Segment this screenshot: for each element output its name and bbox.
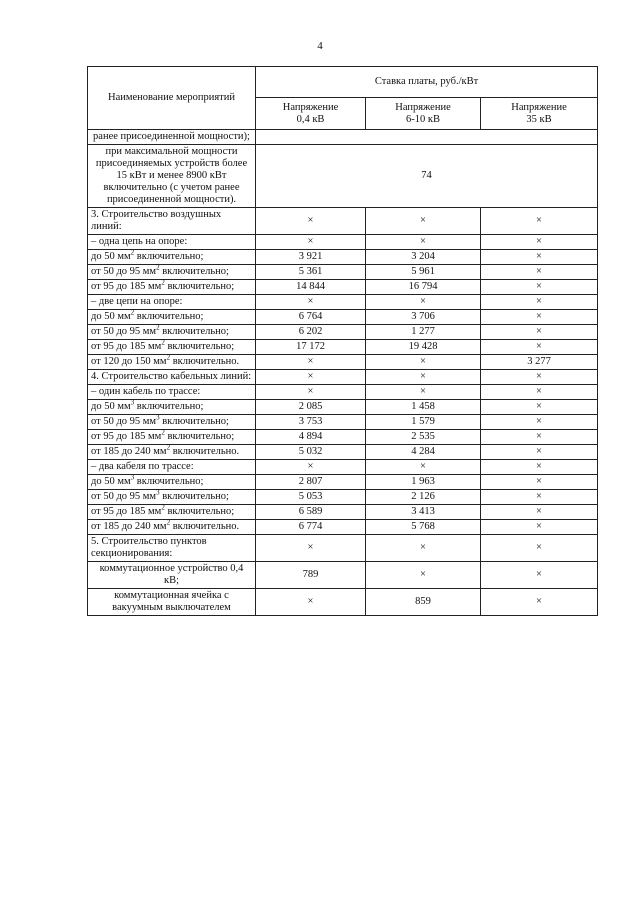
rate-value: × bbox=[256, 370, 366, 385]
rate-value: × bbox=[366, 385, 481, 400]
rate-value: 3 413 bbox=[366, 505, 481, 520]
rate-value: × bbox=[256, 385, 366, 400]
rate-value: × bbox=[256, 208, 366, 235]
rate-value: × bbox=[256, 295, 366, 310]
rate-value: 2 535 bbox=[366, 430, 481, 445]
rate-value: × bbox=[481, 325, 598, 340]
row-label: 4. Строительство кабельных линий: bbox=[88, 370, 256, 385]
row-label: от 185 до 240 $мм^2$ включительно. bbox=[88, 520, 256, 535]
row-label: до 50 $мм^3$ включительно; bbox=[88, 475, 256, 490]
table-row bbox=[88, 562, 598, 589]
rate-value: 3 277 bbox=[481, 355, 598, 370]
table-row bbox=[88, 460, 598, 475]
rate-value: × bbox=[481, 490, 598, 505]
row-label: от 95 до 185 $мм^2$ включительно; bbox=[88, 280, 256, 295]
table-row bbox=[88, 340, 598, 355]
table-row bbox=[88, 235, 598, 250]
rate-value: × bbox=[366, 295, 481, 310]
table-row bbox=[88, 310, 598, 325]
page-number: 4 bbox=[317, 40, 323, 52]
rate-value: × bbox=[481, 445, 598, 460]
rate-value: × bbox=[481, 295, 598, 310]
rate-value: 1 963 bbox=[366, 475, 481, 490]
table-row bbox=[88, 370, 598, 385]
table-row bbox=[88, 265, 598, 280]
rate-value: 1 579 bbox=[366, 415, 481, 430]
rate-value: × bbox=[256, 589, 366, 616]
table-row bbox=[88, 505, 598, 520]
rate-value: × bbox=[481, 535, 598, 562]
table-row bbox=[88, 385, 598, 400]
rate-value: × bbox=[256, 235, 366, 250]
rate-value: 6 202 bbox=[256, 325, 366, 340]
row-label: от 50 до 95 $мм^2$ включительно; bbox=[88, 325, 256, 340]
column-header-voltage-04: Напряжение 0,4 кВ bbox=[256, 98, 366, 130]
rate-value: × bbox=[481, 415, 598, 430]
row-label: коммутационная ячейка с вакуумным выключателем bbox=[88, 589, 256, 616]
rate-value: × bbox=[481, 505, 598, 520]
rate-value: × bbox=[256, 535, 366, 562]
rate-value: 1 277 bbox=[366, 325, 481, 340]
rate-value: 5 961 bbox=[366, 265, 481, 280]
row-label: от 50 до 95 $мм^3$ включительно; bbox=[88, 490, 256, 505]
row-label: – одна цепь на опоре: bbox=[88, 235, 256, 250]
row-label: от 95 до 185 $мм^2$ включительно; bbox=[88, 340, 256, 355]
table-row bbox=[88, 520, 598, 535]
row-label: – две цепи на опоре: bbox=[88, 295, 256, 310]
table-row bbox=[88, 400, 598, 415]
row-label: от 50 до 95 $мм^3$ включительно; bbox=[88, 415, 256, 430]
rate-value: × bbox=[481, 460, 598, 475]
table-row bbox=[88, 535, 598, 562]
rate-value: 3 706 bbox=[366, 310, 481, 325]
rate-value: × bbox=[481, 310, 598, 325]
rate-value: 3 753 bbox=[256, 415, 366, 430]
column-header-voltage-35: Напряжение 35 кВ bbox=[481, 98, 598, 130]
rates-table bbox=[87, 66, 598, 616]
rate-value: 789 bbox=[256, 562, 366, 589]
row-label: от 120 до 150 $мм^2$ включительно. bbox=[88, 355, 256, 370]
rate-value: × bbox=[481, 475, 598, 490]
column-header-name: Наименование мероприятий bbox=[88, 67, 256, 130]
rate-value: × bbox=[366, 460, 481, 475]
table-row bbox=[88, 280, 598, 295]
rate-value: 6 589 bbox=[256, 505, 366, 520]
row-label: от 185 до 240 $мм^2$ включительно. bbox=[88, 445, 256, 460]
table-row bbox=[88, 250, 598, 265]
table-row bbox=[88, 145, 598, 208]
table-row bbox=[88, 295, 598, 310]
row-label: – два кабеля по трассе: bbox=[88, 460, 256, 475]
rate-value: × bbox=[481, 265, 598, 280]
rate-value: 5 053 bbox=[256, 490, 366, 505]
row-label: от 95 до 185 $мм^2$ включительно; bbox=[88, 430, 256, 445]
table-row bbox=[88, 475, 598, 490]
rate-value: × bbox=[481, 340, 598, 355]
rate-value: 19 428 bbox=[366, 340, 481, 355]
rate-value: 2 807 bbox=[256, 475, 366, 490]
rate-value: × bbox=[481, 562, 598, 589]
table-row bbox=[88, 355, 598, 370]
rate-value: × bbox=[366, 235, 481, 250]
row-label: – один кабель по трассе: bbox=[88, 385, 256, 400]
row-label: 5. Строительство пунктов секционирования: bbox=[88, 535, 256, 562]
rate-value: 5 768 bbox=[366, 520, 481, 535]
rate-value: 4 284 bbox=[366, 445, 481, 460]
table-row bbox=[88, 130, 598, 145]
rate-value: × bbox=[366, 208, 481, 235]
row-label: от 50 до 95 $мм^2$ включительно; bbox=[88, 265, 256, 280]
rate-value: × bbox=[481, 520, 598, 535]
rate-value: × bbox=[366, 355, 481, 370]
rate-value: 3 921 bbox=[256, 250, 366, 265]
rate-value: × bbox=[481, 250, 598, 265]
row-label: до 50 $мм^2$ включительно; bbox=[88, 250, 256, 265]
rate-value: × bbox=[256, 355, 366, 370]
table-row bbox=[88, 415, 598, 430]
row-label: до 50 $мм^2$ включительно; bbox=[88, 310, 256, 325]
rate-value: 74 bbox=[256, 145, 598, 208]
table-row bbox=[88, 490, 598, 505]
rate-value: 17 172 bbox=[256, 340, 366, 355]
rate-value: 5 032 bbox=[256, 445, 366, 460]
rate-value: × bbox=[481, 589, 598, 616]
row-label: от 95 до 185 $мм^2$ включительно; bbox=[88, 505, 256, 520]
rate-value: × bbox=[256, 460, 366, 475]
rate-value: 859 bbox=[366, 589, 481, 616]
table-row bbox=[88, 325, 598, 340]
column-header-voltage-6-10: Напряжение 6-10 кВ bbox=[366, 98, 481, 130]
rate-value: 3 204 bbox=[366, 250, 481, 265]
rate-value: × bbox=[481, 400, 598, 415]
row-label: 3. Строительство воздушных линий: bbox=[88, 208, 256, 235]
row-label: при максимальной мощности присоединяемых устройств более 15 кВт и менее 8900 кВт включительно (с учетом ранее присоединенной мощности). bbox=[88, 145, 256, 208]
rate-value: × bbox=[481, 208, 598, 235]
rate-value: 14 844 bbox=[256, 280, 366, 295]
rate-value: × bbox=[481, 280, 598, 295]
row-label: коммутационное устройство 0,4 кВ; bbox=[88, 562, 256, 589]
table-row bbox=[88, 430, 598, 445]
table-row bbox=[88, 445, 598, 460]
rate-value: × bbox=[366, 562, 481, 589]
column-header-rate: Ставка платы, руб./кВт bbox=[256, 67, 598, 98]
rate-value: 2 085 bbox=[256, 400, 366, 415]
row-label: ранее присоединенной мощности); bbox=[88, 130, 256, 145]
rate-value: 6 764 bbox=[256, 310, 366, 325]
rate-value: × bbox=[481, 370, 598, 385]
rate-value: 1 458 bbox=[366, 400, 481, 415]
rate-value: 16 794 bbox=[366, 280, 481, 295]
rate-value: × bbox=[366, 535, 481, 562]
rate-value: × bbox=[481, 235, 598, 250]
table-row bbox=[88, 589, 598, 616]
rate-value: 2 126 bbox=[366, 490, 481, 505]
rate-value: 5 361 bbox=[256, 265, 366, 280]
rate-value: × bbox=[481, 385, 598, 400]
rate-value: 6 774 bbox=[256, 520, 366, 535]
row-label: до 50 $мм^3$ включительно; bbox=[88, 400, 256, 415]
rate-value: × bbox=[481, 430, 598, 445]
table-row bbox=[88, 208, 598, 235]
rate-value: × bbox=[366, 370, 481, 385]
rate-value: 4 894 bbox=[256, 430, 366, 445]
empty-cell bbox=[256, 130, 598, 145]
